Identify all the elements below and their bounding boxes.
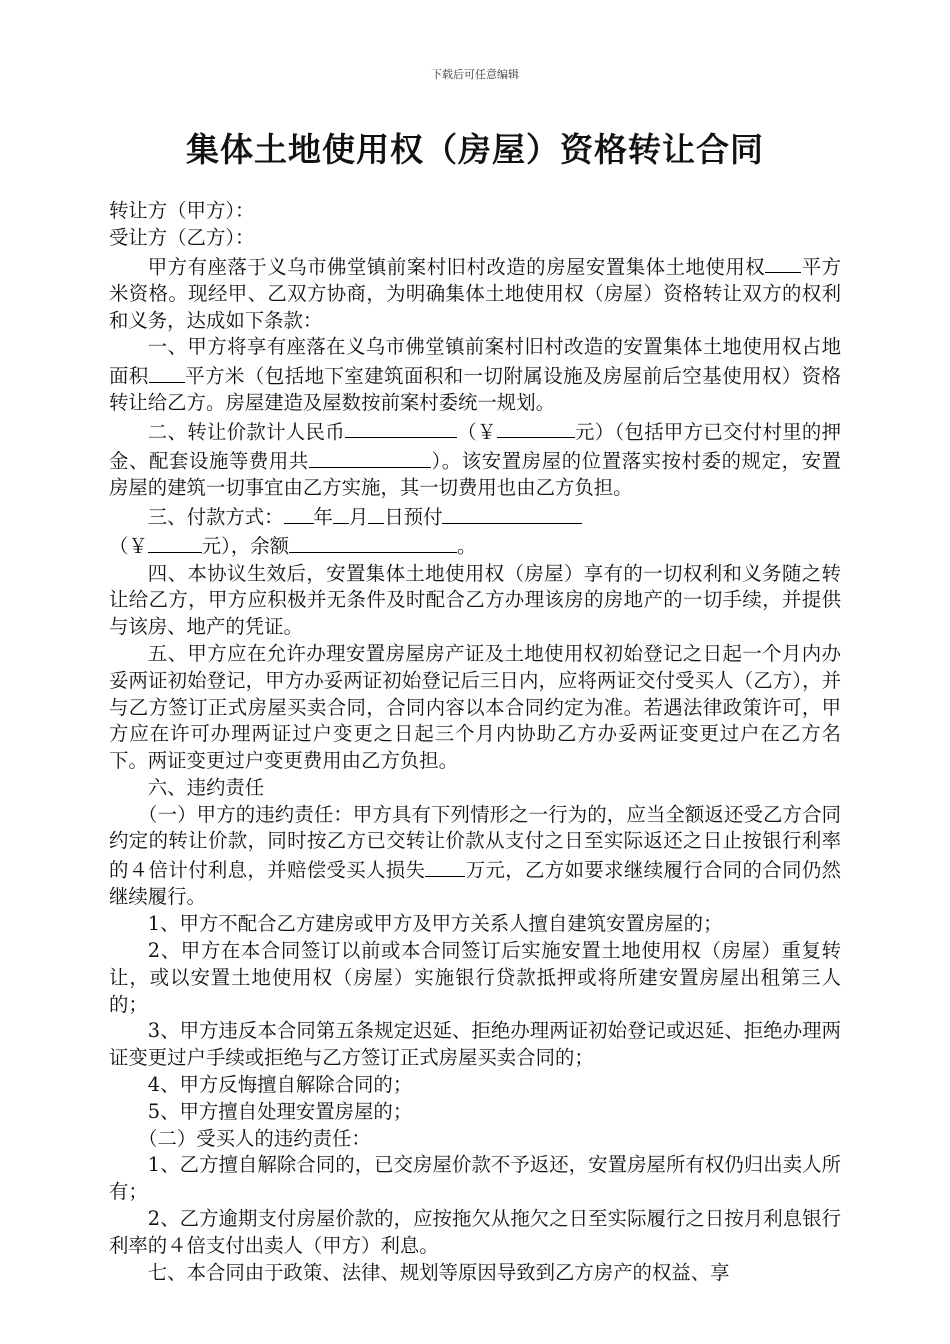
- prepayment-blank: [442, 502, 582, 523]
- document-title: 集体土地使用权（房屋）资格转让合同: [186, 130, 764, 169]
- clause-3-text-e: （￥: [109, 534, 148, 558]
- clause-1-text-b: 平方米（包括地下室建筑面积和一切附属设施及房屋前后空基使用权）资格转让给乙方。房屋建造及屋数按前案村委统一规划。: [109, 364, 842, 415]
- clause-2-text-c: 元）（包括甲方已交付村里的押金、配套设施等费用共: [109, 420, 842, 473]
- clause-3-text-d: 日预付: [384, 505, 443, 529]
- clause-6-item-1-4: 4、甲方反悔擅自解除合同的；: [147, 1073, 413, 1097]
- clause-6-item-1-3: 3、甲方违反本合同第五条规定迟延、拒绝办理两证初始登记或迟延、拒绝办理两证变更过户手续或拒绝与乙方签订正式房屋买卖合同的；: [109, 1019, 841, 1070]
- clause-6-item-2-2: 2、乙方逾期支付房屋价款的，应按拖欠从拖欠之日至实际履行之日按月利息银行利率的４倍支付出卖人（甲方）利息。: [109, 1207, 841, 1257]
- clause-2-text-a: 二、转让价款计人民币: [147, 420, 345, 444]
- clause-2: [109, 417, 841, 502]
- year-blank: [284, 502, 314, 523]
- clause-3: [109, 502, 841, 560]
- clause-6-item-1-2: 2、甲方在本合同签订以前或本合同签订后实施安置土地使用权（房屋）重复转让，或以安置土地使用权（房屋）实施银行贷款抵押或将所建安置房屋出租第三人的；: [109, 939, 841, 1016]
- contract-body: [109, 198, 841, 1286]
- area-blank: [765, 252, 801, 273]
- prepayment-yuan-blank: [148, 531, 202, 552]
- loss-amount-blank: [425, 855, 465, 876]
- year-label: 年: [313, 505, 333, 529]
- clause-5: 五、甲方应在允许办理安置房屋房产证及土地使用权初始登记之日起一个月内办妥两证初始登记，甲方办妥两证初始登记后三日内，应将两证交付受买人（乙方），并与乙方签订正式房屋买卖合同，合同内容以本合同约定为准。若遇法律政策许可，甲方应在许可办理两证过户变更之日起三个月内协助乙方办妥两证变更过户在乙方名下。两证变更过户变更费用由乙方负担。: [109, 641, 841, 773]
- clause-6-item-2-1: 1、乙方擅自解除合同的，已交房屋价款不予返还，安置房屋所有权仍归出卖人所有；: [109, 1153, 841, 1204]
- clause-6-part-1-text-a: （一）甲方的违约责任：甲方具有下列情形之一行为的，应当全额返还受乙方合同约定的转让价款，同时按乙方已交转让价款从支付之日至实际返还之日止按银行利率的４倍计付利息，并赔偿受买人损失: [109, 802, 841, 882]
- transferor-line: 转让方（甲方）：: [109, 199, 255, 222]
- intro-text-b: 平方米资格。现经甲、乙双方协商，为明确集体土地使用权（房屋）资格转让双方的权利和义务，达成如下条款：: [109, 254, 842, 332]
- clause-3-text-g: 。: [457, 534, 477, 558]
- clause-6-item-1-5: 5、甲方擅自处理安置房屋的；: [147, 1099, 413, 1123]
- month-label: 月: [348, 505, 369, 529]
- clause-6-part-1: [109, 802, 841, 912]
- header-note: 下载后可任意编辑: [431, 68, 519, 81]
- day-blank: [368, 502, 384, 523]
- clause-6-item-1-1: 1、甲方不配合乙方建房或甲方及甲方关系人擅自建筑安置房屋的；: [147, 912, 723, 936]
- transferee-line: 受让方（乙方）：: [109, 225, 255, 249]
- month-blank: [333, 502, 349, 523]
- clause-6-part-2: （二）受买人的违约责任：: [138, 1126, 371, 1150]
- price-rmb-blank: [345, 417, 457, 438]
- clause-2-text-d: ）。该安置房屋的位置落实按村委的规定，安置房屋的建筑一切事宜由乙方实施，其一切费用也由乙方负担。: [109, 449, 841, 500]
- clause-6-heading: 六、违约责任: [147, 775, 265, 799]
- land-area-blank: [149, 361, 185, 382]
- balance-blank: [289, 531, 457, 552]
- clause-3-text-f: 元），余额: [201, 534, 290, 558]
- clause-1: [109, 334, 841, 417]
- intro-text-a: 甲方有座落于义乌市佛堂镇前案村旧村改造的房屋安置集体土地使用权: [147, 254, 766, 278]
- clause-2-text-b: （￥: [456, 420, 497, 444]
- price-yuan-blank: [497, 417, 575, 438]
- clause-4: 四、本协议生效后，安置集体土地使用权（房屋）享有的一切权利和义务随之转让给乙方，甲方应积极并无条件及时配合乙方办理该房的房地产的一切手续，并提供与该房、地产的凭证。: [109, 561, 841, 639]
- intro-paragraph: [109, 252, 841, 335]
- clause-3-text-a: 三、付款方式：: [147, 505, 284, 529]
- clause-7: 七、本合同由于政策、法律、规划等原因导致到乙方房产的权益、享: [147, 1260, 730, 1284]
- clause-1-text-a: 一、甲方将享有座落在义乌市佛堂镇前案村旧村改造的安置集体土地使用权占地面积: [109, 335, 841, 388]
- fees-total-blank: [309, 446, 431, 467]
- clause-6-part-1-text-b: 万元，乙方如要求继续履行合同的合同仍然继续履行。: [109, 858, 842, 909]
